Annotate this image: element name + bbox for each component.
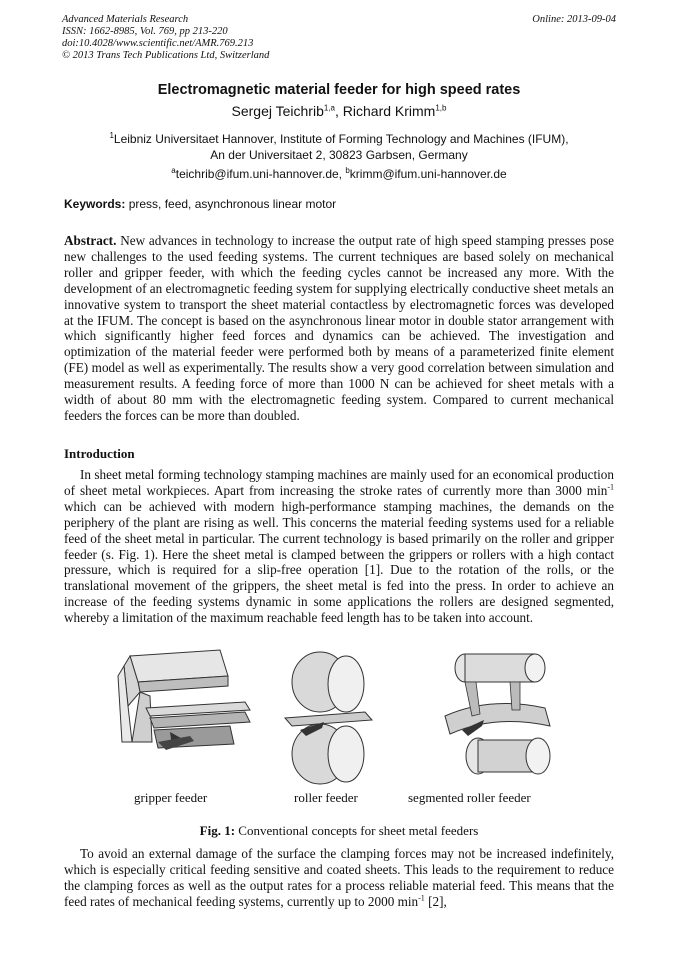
email-b-sup: b	[345, 166, 350, 175]
keywords	[64, 197, 336, 211]
author-1: Sergej Teichrib	[231, 103, 324, 119]
figure-label-segmented: segmented roller feeder	[408, 790, 531, 805]
abstract-text: New advances in technology to increase the output rate of high speed stamping presses pose new challenges to the used feeding systems. The current techniques are based solely on mechanical roller and gripper feeder, with which the feeding cycles cannot be increased any more. With the development of an electromagnetic feeding system for supplying electrically conductive sheet metals an innovative system to transport the sheet material contactless by electromagnetic forces was developed at the IFUM. The concept is based on the asynchronous linear motor in double stator arrangement with which significantly higher feed forces and dynamics can be achieved. The investigation and optimization of the material feeder were performed both by means of a parameterized finite element (FE) model as well as experimentally. The results show a very good correlation between simulation and measurement results. A feeding force of more than 1000 N can be achieved for sheet metals with a width of about 80 mm with the electromagnetic feeding system. Compared to current mechanical feeders the forces can be more than doubled.	[64, 233, 614, 423]
figure-caption	[0, 823, 678, 839]
figure-label-gripper: gripper feeder	[134, 790, 208, 805]
affiliation-sup: 1	[109, 131, 114, 140]
copyright: © 2013 Trans Tech Publications Ltd, Switzerland	[62, 50, 270, 61]
journal-header	[62, 14, 616, 62]
author-1-sup: 1,a	[323, 103, 335, 113]
journal-name: Advanced Materials Research	[62, 14, 189, 25]
figure-1-illustration	[110, 646, 570, 788]
paper-title: Electromagnetic material feeder for high speed rates	[157, 82, 521, 98]
email-b: krimm@ifum.uni-hannover.de	[349, 167, 507, 181]
intro-text-b: which can be achieved with modern high-performance stamping machines, the demands on the periphery of the plant are rising as well. This concerns the material feeding systems used for a reliable feed of the sheet metal in particular. The current technology is based primarily on the roller and gripper feeder (s. Fig. 1). Here the sheet metal is clamped between the grippers or rollers with a high contact pressure, which is required for a slip-free operation [1]. Due to the rotation of the rolls, or the translational movement of the grippers, the sheet metal is fed into the press. In order to achieve an increase of the feeding systems dynamic in some applications the rollers are designed segmented, whereby a limitation of the maximum reachable feed length has to be taken into account.	[64, 498, 614, 626]
keywords-label: Keywords:	[64, 197, 126, 211]
intro-sup: -1	[607, 482, 614, 492]
intro-text-a: In sheet metal forming technology stamping machines are mainly used for an economical production of sheet metal workpieces. Apart from increasing the stroke rates of currently more than 3000 min	[64, 467, 614, 498]
affiliation	[0, 131, 678, 163]
doi: doi:10.4028/www.scientific.net/AMR.769.213	[62, 38, 254, 49]
keywords-text: press, feed, asynchronous linear motor	[125, 197, 337, 211]
segmented-roller-feeder-drawing	[445, 654, 550, 774]
authors	[0, 103, 678, 119]
author-2-sup: 1,b	[435, 103, 447, 113]
email-a: teichrib@ifum.uni-hannover.de,	[175, 167, 346, 181]
author-2: Richard Krimm	[342, 103, 436, 119]
paragraph-2	[64, 846, 614, 910]
gripper-feeder-drawing	[118, 650, 250, 750]
figure-caption-label: Fig. 1:	[199, 823, 236, 838]
author-sep: ,	[335, 103, 343, 119]
issn: ISSN: 1662-8985, Vol. 769, pp 213-220	[62, 26, 228, 37]
introduction-paragraph	[64, 467, 614, 626]
introduction-heading: Introduction	[64, 446, 135, 461]
roller-feeder-drawing	[285, 652, 372, 784]
abstract	[64, 233, 614, 424]
affiliation-line-1: Leibniz Universitaet Hannover, Institute of Forming Technology and Machines (IFUM),	[113, 132, 569, 146]
figure-label-roller: roller feeder	[294, 790, 358, 805]
figure-caption-text: Conventional concepts for sheet metal feeders	[235, 823, 479, 838]
email-a-sup: a	[171, 166, 176, 175]
abstract-label: Abstract.	[64, 233, 117, 248]
para2-text-b: [2],	[424, 893, 447, 909]
para2-text-a: To avoid an external damage of the surface the clamping forces may not be increased indefinitely, which is especially critical feeding sensitive and coated sheets. This leads to the requirement to reduce the clamping forces as well as the output rates for a process reliable material feed. This means that the feed rates of mechanical feeding systems, currently up to 2000 min	[64, 846, 614, 909]
emails	[0, 167, 678, 181]
online-date: Online: 2013-09-04	[532, 14, 616, 25]
affiliation-line-2: An der Universitaet 2, 30823 Garbsen, Germany	[210, 148, 468, 162]
para2-sup: -1	[418, 893, 425, 903]
